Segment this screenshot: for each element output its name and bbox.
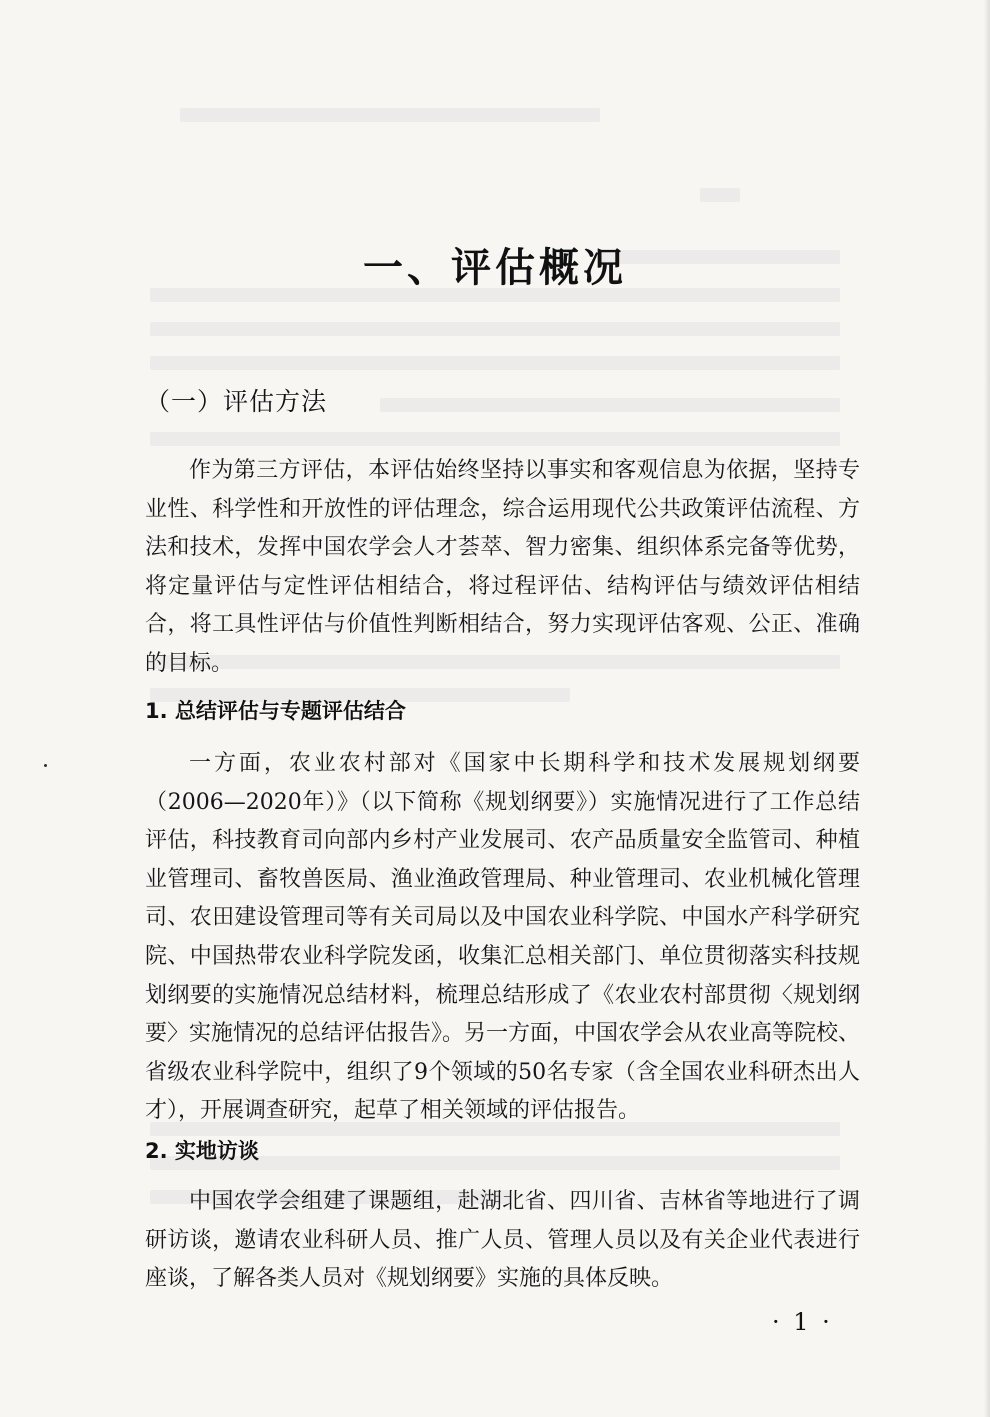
page-edge-shadow: [984, 0, 990, 1417]
bleed-through-mark: [150, 356, 840, 370]
bleed-through-mark: [700, 188, 740, 202]
section-heading: （一）评估方法: [145, 387, 328, 416]
stray-speck: [44, 764, 47, 767]
page-number: · 1 ·: [772, 1308, 833, 1336]
bleed-through-mark: [180, 108, 600, 122]
subsection-1-paragraph: 一方面，农业农村部对《国家中长期科学和技术发展规划纲要（2006—2020年）》（以下简称《规划纲要》）实施情况进行了工作总结评估，科技教育司向部内乡村产业发展司、农产品质量安全监管司、种植业管理司、畜牧兽医局、渔业渔政管理局、种业管理司、农业机械化管理司、农田建设管理司等有关司局以及中国农业科学院、中国水产科学研究院、中国热带农业科学院发函，收集汇总相关部门、单位贯彻落实科技规划纲要的实施情况总结材料，梳理总结形成了《农业农村部贯彻〈规划纲要〉实施情况的总结评估报告》。另一方面，中国农学会从农业高等院校、省级农业科学院中，组织了9个领域的50名专家（含全国农业科研杰出人才），开展调查研究，起草了相关领域的评估报告。: [145, 751, 861, 1124]
intro-paragraph: 作为第三方评估，本评估始终坚持以事实和客观信息为依据，坚持专业性、科学性和开放性的评估理念，综合运用现代公共政策评估流程、方法和技术，发挥中国农学会人才荟萃、智力密集、组织体系完备等优势，将定量评估与定性评估相结合，将过程评估、结构评估与绩效评估相结合，将工具性评估与价值性判断相结合，努力实现评估客观、公正、准确的目标。: [145, 458, 860, 676]
bleed-through-mark: [150, 432, 840, 446]
bleed-through-mark: [380, 398, 840, 412]
subsection-1-heading: 1. 总结评估与专题评估结合: [145, 699, 406, 723]
chapter-title: 一、评估概况: [363, 245, 627, 291]
subsection-2-heading: 2. 实地访谈: [145, 1139, 259, 1163]
bleed-through-mark: [150, 322, 840, 336]
subsection-2-paragraph: 中国农学会组建了课题组，赴湖北省、四川省、吉林省等地进行了调研访谈，邀请农业科研人员、推广人员、管理人员以及有关企业代表进行座谈，了解各类人员对《规划纲要》实施的具体反映。: [145, 1189, 860, 1292]
